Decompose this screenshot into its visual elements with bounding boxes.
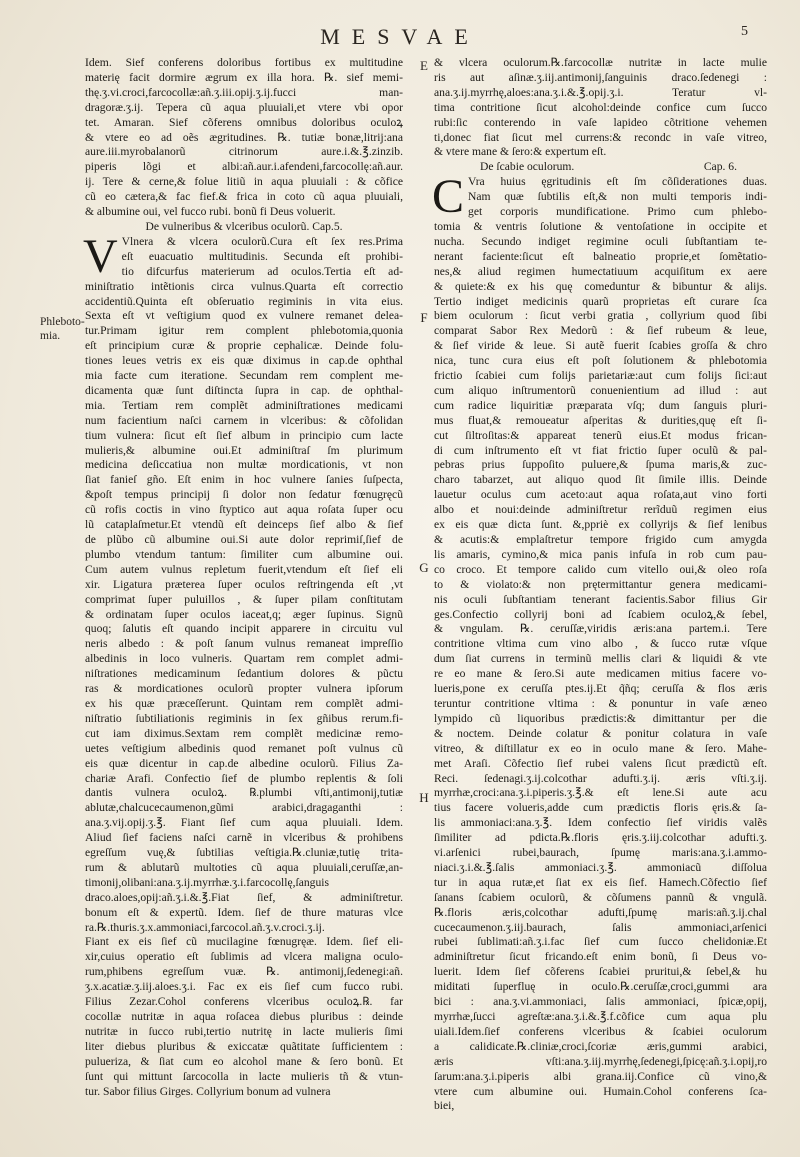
text-line: lympido cũ liquoribus prædictis:& dimittantur per die <box>434 711 767 725</box>
text-line: myrrhæ,ſucci agreſtæ:ana.ʒ.i.&.℥.f.cõfice cum aqua plu <box>434 1010 767 1023</box>
text-line: contritione vltima cum vino albo , & ſucco rutæ vſque <box>434 637 767 651</box>
text-line: adminiſtretur ſicut fricando.eſt enim bonũ, ſi Deus vo- <box>434 950 767 964</box>
text-line: niſtrationes medicaminum ſedantium dolores & pũctu <box>85 667 403 681</box>
text-line: biei, <box>434 1099 455 1113</box>
text-line: luerit. Idem ſief cõferens ſcabiei pruritui,& ſebel,& hu <box>434 965 767 979</box>
text-line: lis amaris, cymino,& mica panis infuſa in rob cum pau- <box>434 547 767 561</box>
text-line: pulueriza, & ſiat cum eo alcohol mane & ſero bonũ. Et <box>85 1054 403 1068</box>
text-line: rum,phibens egreſſum vuæ. ℞. antimonĳ,ſedenegi:añ. <box>85 965 403 979</box>
text-line: draco.aloes,opij:añ.ʒ.i.&.℥.Fiat ſief, & adminiſtretur. <box>85 890 403 904</box>
text-line: biem oculorum : ſicut verbi gratia , collyrium quod ſibi <box>434 309 767 323</box>
text-line: & vlcera oculorum.℞.farcocollæ nutritæ in lacte mulie <box>434 56 767 69</box>
chapter-heading-title: De ſcabie oculorum. <box>480 160 575 174</box>
text-line: myrrhæ,croci:ana.ʒ.i.piperis.ʒ.℥.& eſt lene.Si aute acu <box>434 786 767 800</box>
text-line: & albumine oui, vel fucco rubi. bonũ fi Deus voluerit. <box>85 205 336 219</box>
text-line: timonĳ,olibani:ana.ʒ.ij.myrrhæ.ʒ.i.farcocollę,ſanguis <box>85 875 330 889</box>
text-line: pebras prius ſuppoſito puluere,& ſpuma maris,& zuc- <box>434 458 767 472</box>
text-line: a calidicate.℞.cliniæ,croci,ſcoriæ æris,gummi arabici, <box>434 1039 767 1053</box>
text-line: liter diebus pluribus & exiccatæ quãtitate ſufficientem : <box>85 1039 403 1053</box>
text-line: nerant faciente:ſicut eſt balneatio proprie,et ſomẽtatio- <box>434 249 767 263</box>
text-line: ras & mordicationes oculorũ propter vulnera ipſorum <box>85 682 403 696</box>
text-line: accidentiũ.Quinta eſt obſeruatio regiminis in vita eius. <box>85 294 403 308</box>
signature-mark-f: F <box>420 310 428 325</box>
text-line: tur.Primam igitur rem complent phlebotomia,quonia <box>85 324 403 338</box>
text-line: mia. Tertiam rem complẽt adminiſtrationes medicami <box>85 398 403 412</box>
text-line: quoq; ſalutis eſt quando incipit apparere in circuitu vul <box>85 622 403 636</box>
text-line: ana.ʒ.vij.opij.ʒ.℥. Fiant ſief cum aqua pluuiali. Idem. <box>85 816 403 830</box>
signature-mark-e: E <box>420 58 428 73</box>
left-paragraph-2 <box>85 280 403 1100</box>
dropcap-v: V <box>83 229 118 283</box>
text-line: Sexta eſt vt veſtigium quod ex vulnere remanet delea- <box>85 309 403 323</box>
text-line: neris albedo : & poſt ſanum vulnus remaneat impreſſio <box>85 637 403 651</box>
text-line: ges.Confectio collyrĳ boni ad ſcabiem oculoꝝ,& ſebel, <box>434 607 767 621</box>
text-line: lũ cataplaſmetur.Et vtendũ eſt deinceps ſief albo & ſief <box>85 518 403 532</box>
text-line: de plũbo cũ albumine oui.Si aute dolor reprimiſ,ſief de <box>85 533 403 546</box>
text-line: aure.iii.myrobalanorũ citrinorum aure.i.&.℥.zinzib. <box>85 145 403 159</box>
text-line: mus fluat,& remoueatur aſperitas & durities,quę eſt ſi- <box>434 413 767 427</box>
left-drop-lines <box>83 229 403 283</box>
text-line: Tertio indiget medicinis quarũ proprietas eſt curare ſca <box>434 294 767 308</box>
text-line: dicamenta quæ ſunt diſtincta ſupra in cap. de ophthal- <box>85 383 403 397</box>
text-line: plumbo vtendum tantum: ſimiliter cum albumine oui. <box>85 547 403 561</box>
signature-mark-g: G <box>419 560 429 575</box>
text-line: nis oculi ſubſtantiam tenerant facientis.Sabor filius Gir <box>434 592 767 606</box>
text-line: cũ rofis coctis in vino ſtyptico aut aqua roſata ſuper ocu <box>85 503 403 517</box>
text-line: tur. Sabor filius Girges. Collyrium bonum ad vulnera <box>85 1084 331 1098</box>
text-line: bonum eſt & expertũ. Idem. ſief de thure maturas vlce <box>85 905 403 919</box>
text-line: tiones leues vetris ex eis quæ diximus in cap.de ophthal <box>85 354 403 368</box>
text-line: niaci.ʒ.i.&.℥.ſalis ammoniaci.ʒ.℥. ammoniacũ diſſolua <box>434 860 767 874</box>
text-line: æris vſti:ana.ʒ.iij.myrrhę,ſedenegi,ſpicę:añ.ʒ.i.opĳ,ro <box>434 1054 767 1068</box>
text-line: ſarum:ana.ʒ.i.piperis albi grana.iij.Confice cũ vino,& <box>434 1069 767 1083</box>
text-line: Nam quæ ſubtilis eſt,& non multi temporis indi- <box>468 190 767 204</box>
text-line: & noctem. Deinde colatur & ponitur colatura in vaſe <box>434 726 767 740</box>
text-line: ℞.floris æris,colcothar adufti,ſpumę maris:añ.ʒ.ij.chal <box>434 905 767 919</box>
text-line: co croco. Et tempore calido cum vitello oui,& oleo roſa <box>434 562 767 576</box>
text-line: mia facte cum iteratione. Secundam rem complent me- <box>85 369 403 383</box>
text-line: cut iam diximus.Sextam rem complẽt medicinæ remo- <box>85 726 403 740</box>
text-line: rubei ſublimati:añ.ʒ.i.fac ſief cum ſucco chelidoniæ.Et <box>434 935 767 949</box>
margin-note <box>40 315 84 343</box>
text-line: ſunt qui mittunt ſarcocolla in lacte mulieris tñ & vtun- <box>85 1069 403 1083</box>
text-line: Filius Zezar.Cohol conferens vlceribus oculoꝝ.℞. far <box>85 995 403 1009</box>
text-line: & quiete:& ex his quę comeduntur & bibuntur & alĳs. <box>434 279 767 293</box>
text-line: ana.ʒ.ij.myrrhę,aloes:ana.ʒ.i.&.℥.opĳ.ʒ.i. Teratur vl- <box>434 85 767 99</box>
text-line: comprimat ſuper puluillos , & ſuper pilam conſtitutam <box>85 592 403 606</box>
text-line: tima contritione ſicut alcohol:deinde confice cum ſucco <box>434 100 767 114</box>
left-column <box>85 56 403 1099</box>
text-line: albo et noui:deinde adminiſtretur rerĩduũ regimen eius <box>434 503 767 517</box>
text-line: chariæ Arafi. Confectio ſief de plumbo replentis & ſoli <box>85 771 403 785</box>
folio-number: 5 <box>741 24 748 39</box>
text-line: frictio ſcabiei cum folĳs parietariæ:aut cum folĳs ſici:aut <box>434 369 767 383</box>
text-line: vtere cum albumine oui. Humain.Cohol conferens ſca- <box>434 1084 767 1098</box>
right-dropcap-block <box>432 170 767 224</box>
text-line: lis ammoniaci:ana.ʒ.℥. Idem confectio ſief viridis valẽs <box>434 816 767 830</box>
text-line: thę.ʒ.vi.croci,farcocollæ:añ.ʒ.iii.opij.ʒ.ij.fucci man- <box>85 85 403 99</box>
text-line: Idem. Sief conferens doloribus fortibus ex multitudine <box>85 56 403 69</box>
signature-mark-h: H <box>419 790 429 805</box>
text-line: tet. Amaran. Sief cõferens omnibus doloribus oculoꝝ <box>85 115 403 129</box>
text-line: bici : ana.ʒ.vi.ammoniaci, ſalis ammoniaci, ſpicæ,opĳ, <box>434 995 767 1009</box>
text-line: cocollæ nutritæ in aqua roſacea diebus pluribus : deinde <box>85 1010 403 1023</box>
chapter-heading-5: De vulneribus & vlceribus oculorũ. Cap.5. <box>145 219 343 233</box>
text-line: re eo mane & ſero.Si aute medicamen mitius facere vo- <box>434 667 767 681</box>
text-line: tomia & ventris ſolutione & ventoſatione in occipite et <box>434 219 767 233</box>
text-line: eſt euacuatio multitudinis. Secunda eſt prohibi- <box>121 249 403 263</box>
text-line: uiali.Idem.ſief conferens vlceribus & ſcabiei oculorum <box>434 1024 767 1038</box>
text-line: uetes veſtigium albedinis quod remanet poſt vulnus cũ <box>85 741 403 755</box>
text-line: albedinis in loco vulneris. Quartam rem complet admi- <box>85 652 403 666</box>
text-line: ris aut aſinæ.ʒ.iij.antimonĳ,ſanguinis draco.ſedenegi : <box>434 70 767 84</box>
text-line: xir. Ligatura præterea ſuper oculos reſtringenda eſt ,vt <box>85 577 403 591</box>
text-line: nes,& aliud regimen humectatiuum acquiſitum ex aere <box>434 264 767 278</box>
text-line: tius facere volueris,adde cum prædictis floris ęris.& ſa- <box>434 801 767 815</box>
text-line: Cum autem vulnus repletum fuerit,vtendum eſt ſief eli <box>85 562 403 576</box>
text-line: cum radice liquiritiæ præparata vſq; dum ſanguis pluri- <box>434 398 767 412</box>
chapter-heading-number: Cap. 6. <box>703 160 737 174</box>
text-line: cut ſiltroſitas:& appareat tenerũ eius.Et modus frican- <box>434 428 767 442</box>
margin-note-line: Phleboto- <box>40 316 85 328</box>
text-line: get corporis mundificatione. Primo cum phlebo- <box>468 205 767 219</box>
text-line: ablutæ,chalcucecaumenon,gũmi arabici,dragaganthi : <box>85 801 403 815</box>
text-line: ſimiliter ad pdicta.℞.floris ęris.ʒ.iij.colcothar adufti.ʒ. <box>434 831 767 845</box>
right-paragraph-1 <box>434 56 767 160</box>
right-column <box>434 56 767 1114</box>
text-line: cũ eo cætera,& fac fief.& frica in coto cũ aqua pluuiali, <box>85 190 403 204</box>
text-line: nucha. Secundo indiget regimine oculi ſubſtantiam te- <box>434 234 767 248</box>
text-line: cucecaumenon.ʒ.iij.baurach, ſalis ammoniaci,arſenici <box>434 920 767 934</box>
text-line: lauetur oculus cum aceto:aut aqua roſata,aut vino forti <box>434 488 767 502</box>
text-line: ʒ.x.acatiæ.ʒ.iij.aloes.ʒ.i. Fac ex eis ſief cum fucco rubi. <box>85 980 403 994</box>
text-line: tio difcurfus materierum ad oculos.Tertia eſt ad- <box>121 264 403 278</box>
text-line: ſiat fanieſ gño. Eſt enim in hoc vulnere ſanies ſuſpecta, <box>85 473 403 487</box>
text-line: egreſſum vuę,& ſubtilias veſtigia.℞.cluniæ,tutię trita- <box>85 846 403 860</box>
text-line: ra.℞.thuris.ʒ.x.ammoniaci,farcocol.añ.ʒ.v.croci.ʒ.ij. <box>85 920 325 934</box>
text-line: dum ſiat currens in terminũ mellis clari & liquidi & vte <box>434 652 767 666</box>
text-line: tium vulnera: ſicut eſt ſief album in principio cum lacte <box>85 428 403 442</box>
text-line: ſanans ſcabiem oculorũ, & cõſumens pannũ & vngulã. <box>434 890 767 904</box>
text-line: nica, tunc cura eius eſt poſt ſolutionem & phlebotomia <box>434 354 767 368</box>
text-line: ij. Tere & cerne,& folue litiũ in aqua pluuiali : & cõfice <box>85 175 403 189</box>
text-line: miditati ſuperfluę in oculo.℞.ceruſſæ,croci,gummi ara <box>434 980 767 994</box>
text-line: nutritæ in ſucco rubi,tertio nutritę in lacte mulieris ſimi <box>85 1024 403 1038</box>
text-line: materię facit dormire ægrum ex illa hora. ℞. sief memi- <box>85 70 403 84</box>
chapter-heading-6 <box>434 160 767 175</box>
text-line: Reci. ſedenagi.ʒ.ij.colcothar adufti.ʒ.ij. æris vſti.ʒ.ij. <box>434 771 767 785</box>
text-line: vi.arſenici rubei,baurach, ſpumę maris:ana.ʒ.i.ammo- <box>434 846 767 860</box>
text-line: ex his quæ præceſſerunt. Quintam rem complẽt admi- <box>85 696 403 710</box>
text-line: mulieris,& albumine oui.Et adminiſtraſ ſm plurimum <box>85 443 403 457</box>
text-line: & vtere mane & ſero:& expertum eſt. <box>434 145 607 159</box>
text-line: dantis vulnera oculoꝝ. ℞.plumbi vſti,antimonĳ,tutiæ <box>85 786 403 800</box>
left-paragraph-1 <box>85 56 403 220</box>
text-line: xir,cuius operatio eſt ſublimis ad vlcera maligna oculo- <box>85 950 403 964</box>
text-line: Fiant ex eis ſief cũ mucilagine fœnugręæ. Idem. ſief eli- <box>85 935 403 949</box>
text-line: met Araſi. Cõfectio ſief rubei valens ſicut prædictũ eſt. <box>434 756 767 770</box>
text-line: medicina deſiccatiua non multæ mordicationis, vt non <box>85 458 403 472</box>
text-line: cum aliquo inſtrumentorũ conuenientium ad illud : aut <box>434 383 767 397</box>
text-line: & ordinatam ſuper oculos iaceat,q; æger ſupinus. Signũ <box>85 607 403 621</box>
text-line: di cum inſtrumento eſt vt fiat frictio ſuper oculũ & pal- <box>434 443 767 457</box>
left-dropcap-block <box>83 229 403 283</box>
text-line: rum & ablutarũ multoties cũ aqua pluuiali,ceruſſæ,an- <box>85 860 403 874</box>
text-line: Aliud ſief faciens naſci carnẽ in vlceribus & prohibens <box>85 831 403 845</box>
text-line: vitreo, & diſtillatur ex eo in oculo mane & ſero. Mahe- <box>434 741 767 755</box>
text-line: eſt principium curæ & proprie cephalicæ. Deinde folu- <box>85 339 403 353</box>
text-line: & acutis:& emplaſtretur tempore frigido cum amygda <box>434 533 767 546</box>
text-line: eis quæ dicentur in cap.de albedine oculorũ. Filius Za- <box>85 756 403 770</box>
text-line: charo tabarzet, aut aliquo quod ſit ſimile illis. Deinde <box>434 473 767 487</box>
text-line: &poſt tempus principij ſi dolor non ſedatur fœnugręcũ <box>85 488 403 502</box>
text-line: num facientium naſci carnem in vlceribus: & cõfolidan <box>85 413 403 427</box>
text-line: & vtere eo ad oẽs ægritudines. ℞. tutiæ bonæ,litrĳ:ana <box>85 130 403 144</box>
text-line: rubi:ſic conterendo in vaſe lapideo cõtritione vehemen <box>434 115 767 129</box>
text-line: Vlnera & vlcera oculorũ.Cura eſt ſex res.Prima <box>121 234 403 248</box>
text-line: & ſief viride & leue. Si autẽ fuerit ſcabies groſſa & chro <box>434 339 767 353</box>
text-line: teruntur contritione vltima : & ponuntur in vaſe æneo <box>434 696 767 710</box>
text-line: lueris,pone ex ceruſſa ptes.ij.Et q̃ñq; ceruſſa & flos æris <box>434 682 767 696</box>
text-line: comparat Sabor Rex Medorũ : & ſief rubeum & leue, <box>434 324 767 338</box>
text-line: to & violato:& non prętermittantur genera medicami- <box>434 577 767 591</box>
margin-note-line: mia. <box>40 330 61 342</box>
text-line: ex eis quæ dicta ſunt. &,ppriè ex collyrĳs & ſief lenibus <box>434 518 767 532</box>
dropcap-c: C <box>432 170 465 224</box>
text-line: piperis lõgi et albi:añ.aur.i.afendeni,farcocollę:añ.aur. <box>85 160 403 174</box>
text-line: tur in aqua rutæ,et ſiat ex eis ſief. Hamech.Cõfectio ſief <box>434 875 767 889</box>
text-line: & vngulam. ℞. ceruſſæ,viridis æris:ana partem.i. Tere <box>434 622 767 636</box>
text-line: niſtratio ſubtiliationis regiminis in ſex gñibus rerum.fi- <box>85 711 403 725</box>
right-paragraph-2 <box>434 220 767 1114</box>
text-line: dragoræ.ʒ.ij. Tepera cũ aqua pluuiali,et vtere vbi opor <box>85 100 403 114</box>
text-line: ti,donec fiat ſicut mel currens:& recondc in vaſe vitreo, <box>434 130 767 144</box>
running-head: MESVAE <box>320 24 480 49</box>
right-drop-lines <box>432 170 767 224</box>
text-line: miniſtratio intẽtionis circa vulnus.Quarta eſt correctio <box>85 279 403 293</box>
text-line: Vra huius ęgritudinis eſt ſm cõſiderationes duas. <box>468 175 767 189</box>
